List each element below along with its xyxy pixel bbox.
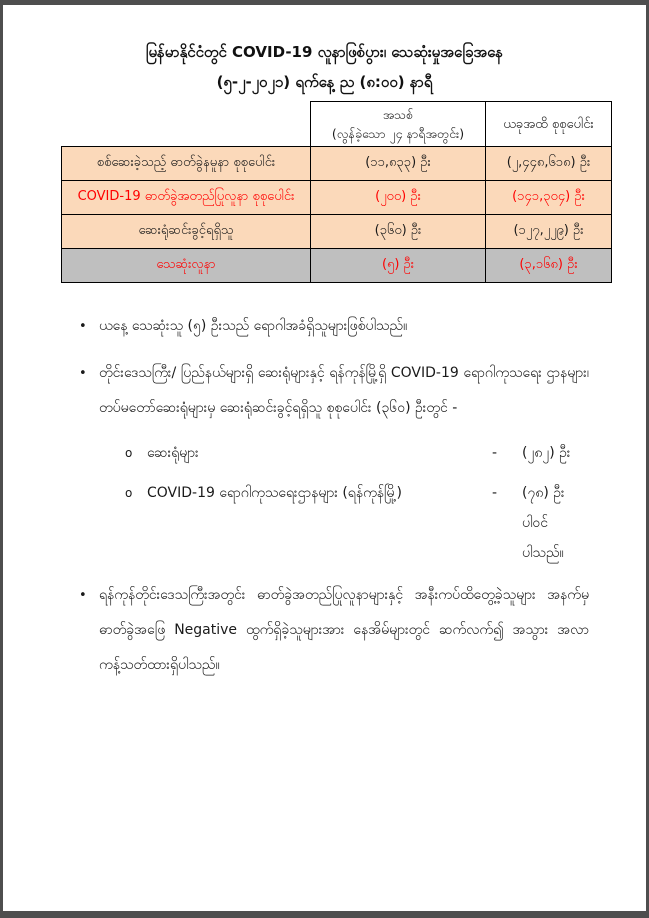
sub-note-treatment-centers-value: (၇၈) ဦး ပါဝင်ပါသည်။: [522, 485, 565, 561]
table-row-deaths: [62, 249, 612, 283]
row-label-samples-tested: စစ်ဆေးခဲ့သည့် ဓာတ်ခွဲနမူနာ စုစုပေါင်း: [62, 147, 311, 181]
value-samples-tested-new: (၁၁,၈၃၃) ဦး: [311, 147, 486, 181]
notes-section: [79, 309, 589, 683]
report-date-line: (၅-၂-၂၀၂၁) ရက်နေ့ ည (၈:၀၀) နာရီ: [216, 73, 433, 91]
value-confirmed-cases-new: (၂၀၀) ဦး: [311, 181, 486, 215]
bullet-icon: •: [79, 588, 87, 603]
note-deaths-comorbidity: [79, 309, 589, 344]
sub-note-treatment-centers-dash: -: [492, 485, 498, 501]
sub-note-hospitals-label: ဆေးရုံများ: [147, 445, 199, 461]
table-header-row: [62, 102, 612, 147]
table-row-confirmed-cases: [62, 181, 612, 215]
sub-note-hospitals: [125, 438, 589, 468]
value-deaths-total: (၃,၁၆၈) ဦး: [486, 249, 612, 283]
value-discharged-new: (၃၆၀) ဦး: [311, 215, 486, 249]
sub-bullet-icon: o: [125, 446, 133, 460]
bullet-icon: •: [79, 366, 87, 381]
sub-bullet-icon: o: [125, 486, 133, 500]
value-discharged-total: (၁၂၇,၂၂၉) ဦး: [486, 215, 612, 249]
column-header-new-line1: အသစ်: [382, 107, 414, 122]
value-samples-tested-total: (၂,၄၄၈,၆၁၈) ဦး: [486, 147, 612, 181]
row-label-deaths: သေဆုံးလူနာ: [62, 249, 311, 283]
sub-note-treatment-centers-label: COVID-19 ရောဂါကုသရေးဌာနများ (ရန်ကုန်မြို့): [147, 485, 403, 501]
note-discharged-breakdown-text: တိုင်းဒေသကြီး/ ပြည်နယ်များရှိ ဆေးရုံများနှင့် ရန်ကုန်မြို့ရှိ COVID-19 ရောဂါကုသရေး ဌာနများ၊ တပ်မတော်ဆေးရုံများမှ ဆေးရုံဆင်းခွင့်ရရှိသူ စုစုပေါင်း (၃၆၀) ဦးတွင် -: [99, 365, 589, 416]
table-row-samples-tested: [62, 147, 612, 181]
covid-statistics-table: [61, 101, 612, 283]
column-header-total: ယခုအထိ စုစုပေါင်း: [486, 102, 612, 147]
note-discharged-breakdown: [79, 356, 589, 426]
table-row-discharged: [62, 215, 612, 249]
report-title: [3, 37, 646, 97]
sub-note-hospitals-value: (၂၈၂) ဦး: [522, 445, 571, 461]
note-deaths-comorbidity-text: ယနေ့ သေဆုံးသူ (၅) ဦးသည် ရောဂါအခံရှိသူများဖြစ်ပါသည်။: [99, 318, 408, 334]
column-header-new: [311, 102, 486, 147]
value-confirmed-cases-total: (၁၄၁,၃၀၄) ဦး: [486, 181, 612, 215]
sub-note-treatment-centers: [125, 478, 589, 568]
row-label-confirmed-cases: COVID-19 ဓာတ်ခွဲအတည်ပြုလူနာ စုစုပေါင်း: [62, 181, 311, 215]
note-yangon-quarantine-text: ရန်ကုန်တိုင်းဒေသကြီးအတွင်း ဓာတ်ခွဲအတည်ပြုလူနာများနှင့် အနီးကပ်ထိတွေ့ခဲ့သူများ အနက်မှ ဓာတ်ခွဲအဖြေ Negative ထွက်ရှိခဲ့သူများအား နေအိမ်များတွင် ဆက်လက်၍ အသွား အလာကန့်သတ်ထားရှိပါသည်။: [99, 587, 589, 673]
sub-note-hospitals-dash: -: [492, 445, 498, 461]
report-title-line1: မြန်မာနိုင်ငံတွင် COVID-19 လူနာဖြစ်ပွား၊ သေဆုံးမှုအခြေအနေ: [145, 43, 504, 61]
value-deaths-new: (၅) ဦး: [311, 249, 486, 283]
bullet-icon: •: [79, 319, 87, 334]
column-header-new-line2: (လွန်ခဲ့သော ၂၄ နာရီအတွင်း): [331, 126, 465, 141]
table-corner-cell: [62, 102, 311, 147]
note-yangon-quarantine: [79, 578, 589, 683]
row-label-discharged: ဆေးရုံဆင်းခွင့်ရရှိသူ: [62, 215, 311, 249]
